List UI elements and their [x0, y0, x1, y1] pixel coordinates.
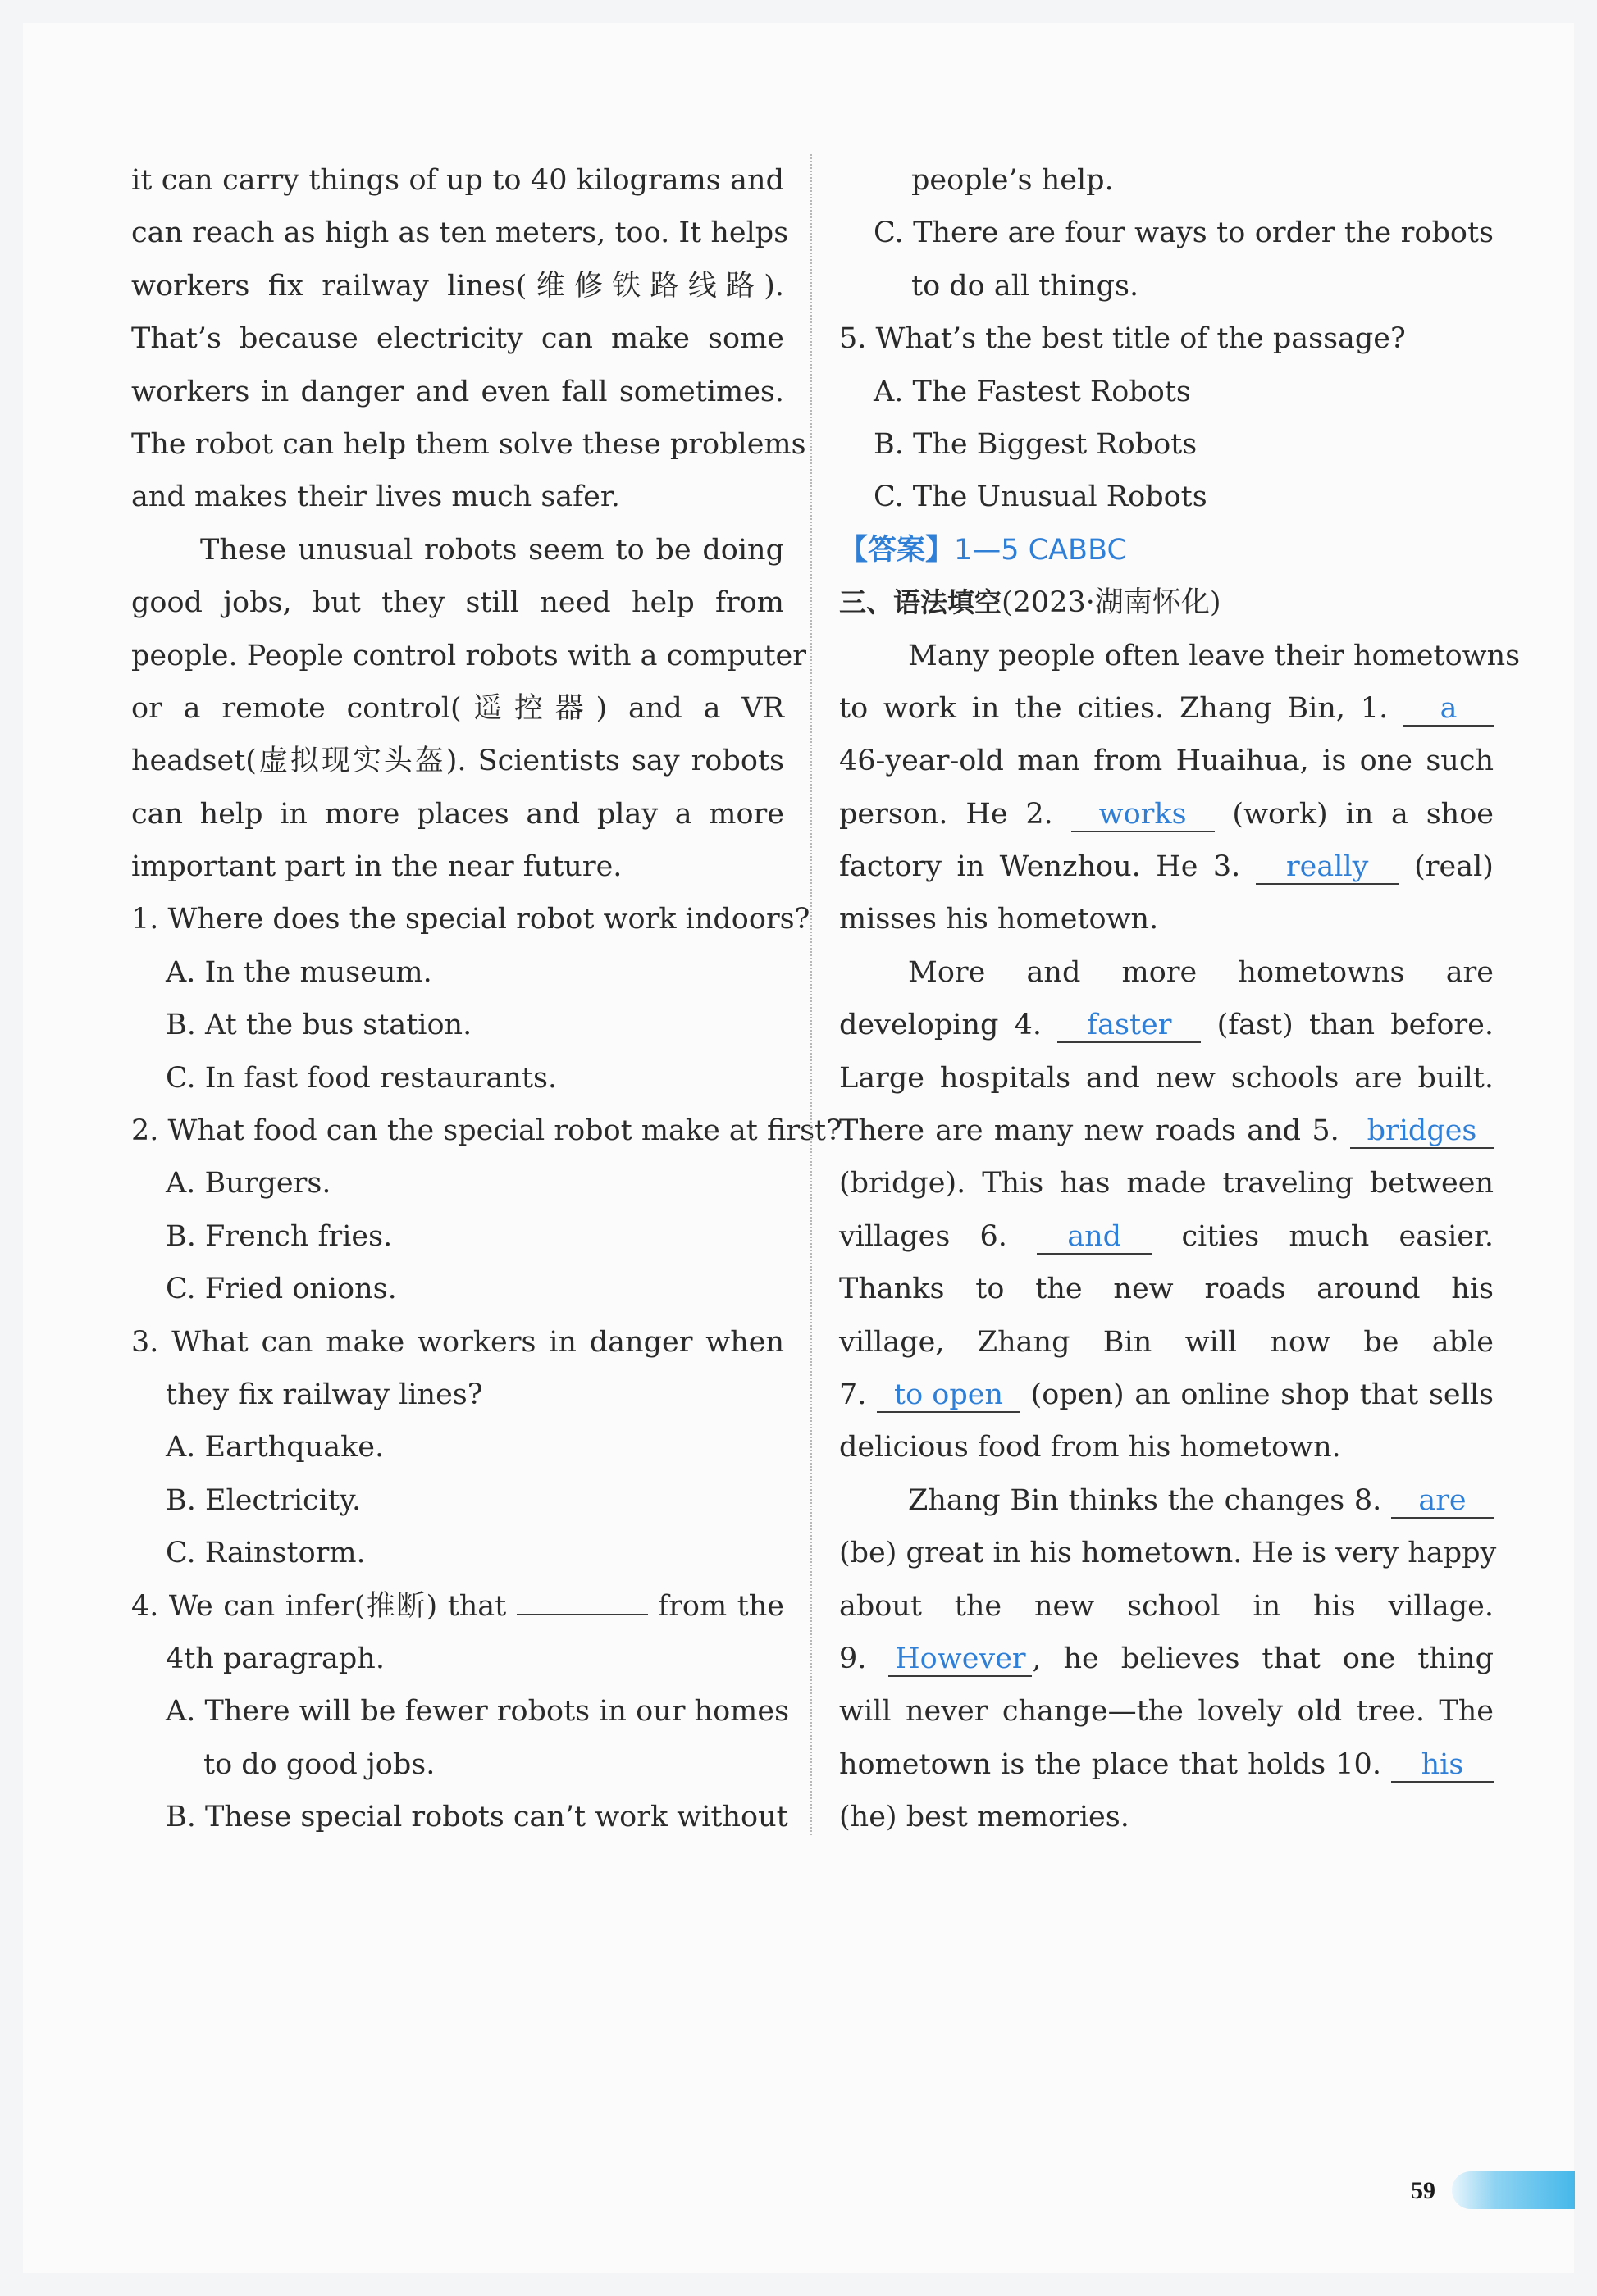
answer-blank: his — [1391, 1748, 1494, 1783]
answer-blank: works — [1071, 798, 1215, 832]
cloze-text: (fast) than before. — [1216, 1009, 1494, 1042]
passage-line: workers fix railway lines(维修铁路线路). — [131, 269, 784, 303]
column-divider — [810, 154, 812, 1835]
cloze-line: (he) best memories. — [839, 1801, 1129, 1834]
cloze-text: There are many new roads and 5. — [839, 1114, 1339, 1148]
passage-line: important part in the near future. — [131, 850, 623, 884]
answer-label: 【答案】 — [839, 533, 955, 567]
cloze-line — [839, 1738, 1494, 1791]
question-1: 1. Where does the special robot work indoors? — [131, 903, 810, 936]
option: A. The Fastest Robots — [874, 375, 1191, 408]
cloze-line — [839, 840, 1494, 893]
cloze-line — [839, 999, 1494, 1051]
cloze-text: person. He 2. — [839, 797, 1053, 831]
option: B. At the bus station. — [166, 1009, 472, 1042]
option: B. The Biggest Robots — [874, 427, 1198, 461]
option-continued: to do good jobs. — [203, 1747, 436, 1781]
answer-blank: faster — [1057, 1009, 1201, 1043]
section-title: 三、语法填空 — [839, 586, 1002, 619]
cloze-text: cities much easier. — [1181, 1219, 1494, 1253]
cloze-line — [839, 1474, 1494, 1527]
section-heading — [839, 576, 1494, 629]
option: C. In fast food restaurants. — [166, 1061, 558, 1095]
passage-line: That’s because electricity can make some — [131, 322, 784, 356]
answer-blank: bridges — [1350, 1114, 1494, 1149]
cloze-text: to work in the cities. Zhang Bin, 1. — [839, 691, 1389, 725]
left-column — [131, 154, 842, 1844]
section-source: (2023·湖南怀化) — [1002, 586, 1221, 620]
passage-line: workers in danger and even fall sometimes. — [131, 375, 784, 408]
cloze-text: , he believes that one thing — [1032, 1642, 1494, 1675]
cloze-text: 9. — [839, 1642, 867, 1675]
passage-line: can reach as high as ten meters, too. It helps — [131, 216, 789, 250]
answer-blank — [517, 1614, 648, 1615]
cloze-text: developing 4. — [839, 1009, 1043, 1042]
passage-line: headset(虚拟现实头盔). Scientists say robots — [131, 745, 784, 778]
answer-blank: really — [1256, 850, 1399, 885]
option: C. Fried onions. — [166, 1273, 397, 1306]
cloze-line: More and more hometowns are — [908, 955, 1494, 989]
cloze-line: Large hospitals and new schools are built. — [839, 1061, 1494, 1095]
cloze-line — [839, 788, 1494, 840]
option-continued: to do all things. — [911, 269, 1139, 303]
page — [23, 23, 1574, 2273]
question-3-continued: they fix railway lines? — [166, 1378, 483, 1411]
cloze-text: (real) — [1414, 850, 1494, 884]
option: A. In the museum. — [166, 955, 432, 989]
passage-line: can help in more places and play a more — [131, 797, 784, 831]
cloze-line: (bridge). This has made traveling between — [839, 1167, 1494, 1200]
cloze-line: misses his hometown. — [839, 903, 1159, 936]
passage-line: The robot can help them solve these problems — [131, 427, 806, 461]
cloze-line: (be) great in his hometown. He is very happy — [839, 1537, 1497, 1570]
question-5: 5. What’s the best title of the passage? — [839, 322, 1406, 356]
answer-blank: a — [1403, 692, 1494, 727]
cloze-line: 46-year-old man from Huaihua, is one such — [839, 745, 1494, 778]
cloze-text: factory in Wenzhou. He 3. — [839, 850, 1241, 884]
answer-key — [839, 524, 1494, 576]
answer-blank: are — [1391, 1484, 1494, 1519]
answer-blank: However — [888, 1642, 1032, 1677]
answer-text: 1—5 CABBC — [954, 533, 1127, 567]
question-2: 2. What food can the special robot make at first? — [131, 1114, 842, 1148]
cloze-line — [839, 1210, 1494, 1263]
page-number: 59 — [1411, 2177, 1435, 2204]
question-4-text-end: from the — [658, 1589, 784, 1623]
question-3: 3. What can make workers in danger when — [131, 1325, 784, 1359]
question-4-continued: 4th paragraph. — [166, 1642, 385, 1675]
passage-line: These unusual robots seem to be doing — [200, 533, 784, 567]
option: A. Burgers. — [166, 1167, 331, 1200]
cloze-line: delicious food from his hometown. — [839, 1431, 1341, 1465]
cloze-line — [839, 1633, 1494, 1685]
cloze-line: Thanks to the new roads around his — [839, 1273, 1494, 1306]
option: C. The Unusual Robots — [874, 481, 1207, 514]
answer-blank: to open — [877, 1378, 1020, 1413]
option: B. French fries. — [166, 1219, 393, 1253]
passage-line: and makes their lives much safer. — [131, 481, 620, 514]
right-column — [839, 154, 1521, 1844]
option: A. There will be fewer robots in our homes — [166, 1695, 790, 1729]
question-4-text: 4. We can infer(推断) that — [131, 1589, 507, 1623]
option: B. These special robots can’t work without — [166, 1801, 788, 1834]
cloze-line — [839, 1105, 1494, 1157]
cloze-text: 7. — [839, 1378, 867, 1411]
option: B. Electricity. — [166, 1483, 362, 1517]
question-4 — [131, 1580, 784, 1633]
passage-line: people. People control robots with a computer — [131, 639, 806, 672]
option: C. Rainstorm. — [166, 1537, 366, 1570]
cloze-text: (open) an online shop that sells — [1030, 1378, 1494, 1411]
option: C. There are four ways to order the robots — [874, 216, 1494, 250]
option-continued: people’s help. — [911, 164, 1114, 197]
cloze-text: villages 6. — [839, 1219, 1007, 1253]
cloze-text: hometown is the place that holds 10. — [839, 1747, 1381, 1781]
cloze-line — [839, 682, 1494, 735]
cloze-line: village, Zhang Bin will now be able — [839, 1325, 1494, 1359]
page-tab-decoration — [1452, 2171, 1575, 2209]
passage-line: good jobs, but they still need help from — [131, 586, 784, 620]
answer-blank: and — [1037, 1220, 1152, 1255]
cloze-line: Many people often leave their hometowns — [908, 639, 1521, 672]
cloze-line: about the new school in his village. — [839, 1589, 1494, 1623]
cloze-line — [839, 1369, 1494, 1421]
passage-line: it can carry things of up to 40 kilograms and — [131, 164, 784, 197]
cloze-text: Zhang Bin thinks the changes 8. — [908, 1483, 1382, 1517]
cloze-line: will never change—the lovely old tree. The — [839, 1695, 1494, 1729]
option: A. Earthquake. — [166, 1431, 385, 1465]
passage-line: or a remote control(遥控器) and a VR — [131, 691, 784, 725]
cloze-text: (work) in a shoe — [1232, 797, 1494, 831]
